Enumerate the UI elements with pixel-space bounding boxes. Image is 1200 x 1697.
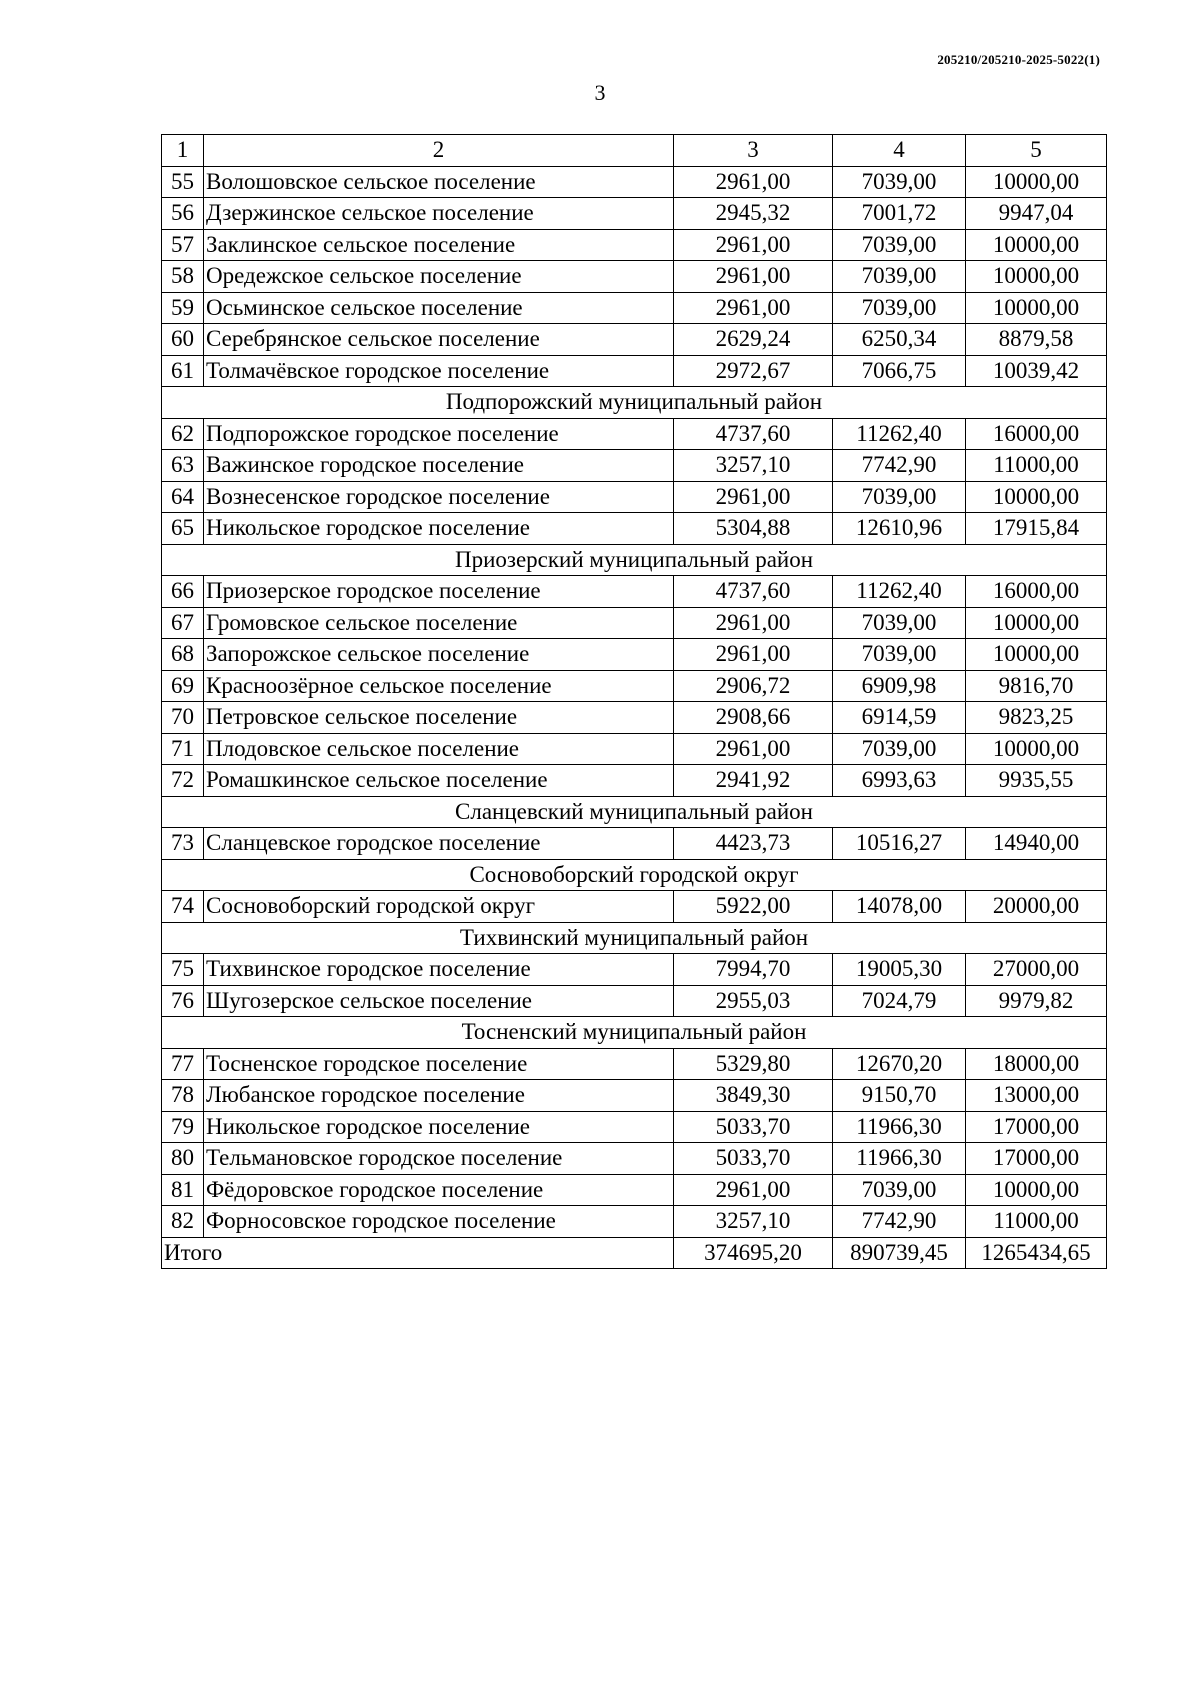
value-column-3: 2961,00 <box>674 733 833 765</box>
district-name: Сосновоборский городской округ <box>162 859 1107 891</box>
value-column-4: 7039,00 <box>833 261 966 293</box>
value-column-3: 4737,60 <box>674 418 833 450</box>
value-column-4: 11262,40 <box>833 576 966 608</box>
value-column-5: 10000,00 <box>966 229 1107 261</box>
table-row <box>162 670 1107 702</box>
district-name: Подпорожский муниципальный район <box>162 387 1107 419</box>
settlement-name: Сланцевское городское поселение <box>204 828 674 860</box>
row-number: 59 <box>162 292 204 324</box>
row-number: 60 <box>162 324 204 356</box>
column-header: 4 <box>833 135 966 167</box>
value-column-3: 2629,24 <box>674 324 833 356</box>
settlement-name: Петровское сельское поселение <box>204 702 674 734</box>
settlement-name: Тосненское городское поселение <box>204 1048 674 1080</box>
table-row <box>162 1080 1107 1112</box>
row-number: 76 <box>162 985 204 1017</box>
settlement-name: Никольское городское поселение <box>204 513 674 545</box>
table-row <box>162 954 1107 986</box>
row-number: 70 <box>162 702 204 734</box>
value-column-3: 2908,66 <box>674 702 833 734</box>
value-column-5: 10000,00 <box>966 261 1107 293</box>
value-column-5: 10000,00 <box>966 733 1107 765</box>
row-number: 55 <box>162 166 204 198</box>
value-column-5: 10000,00 <box>966 166 1107 198</box>
value-column-5: 9823,25 <box>966 702 1107 734</box>
value-column-4: 11966,30 <box>833 1143 966 1175</box>
settlement-name: Фёдоровское городское поселение <box>204 1174 674 1206</box>
district-name: Тихвинский муниципальный район <box>162 922 1107 954</box>
value-column-3: 2972,67 <box>674 355 833 387</box>
value-column-3: 5329,80 <box>674 1048 833 1080</box>
table-body <box>162 166 1107 1269</box>
value-column-3: 2961,00 <box>674 229 833 261</box>
settlement-name: Запорожское сельское поселение <box>204 639 674 671</box>
value-column-3: 5033,70 <box>674 1111 833 1143</box>
settlement-name: Вознесенское городское поселение <box>204 481 674 513</box>
column-header: 5 <box>966 135 1107 167</box>
settlement-name: Толмачёвское городское поселение <box>204 355 674 387</box>
row-number: 75 <box>162 954 204 986</box>
row-number: 58 <box>162 261 204 293</box>
table-row <box>162 576 1107 608</box>
total-value-c4: 890739,45 <box>833 1237 966 1269</box>
value-column-4: 7024,79 <box>833 985 966 1017</box>
district-header-row <box>162 1017 1107 1049</box>
table-row <box>162 985 1107 1017</box>
row-number: 74 <box>162 891 204 923</box>
value-column-3: 2961,00 <box>674 261 833 293</box>
total-label: Итого <box>162 1237 674 1269</box>
value-column-5: 10000,00 <box>966 481 1107 513</box>
table-row <box>162 733 1107 765</box>
value-column-3: 2955,03 <box>674 985 833 1017</box>
value-column-3: 3849,30 <box>674 1080 833 1112</box>
value-column-5: 9979,82 <box>966 985 1107 1017</box>
value-column-5: 10000,00 <box>966 639 1107 671</box>
district-name: Приозерский муниципальный район <box>162 544 1107 576</box>
table-row <box>162 891 1107 923</box>
value-column-4: 7742,90 <box>833 1206 966 1238</box>
table-row <box>162 765 1107 797</box>
value-column-4: 6993,63 <box>833 765 966 797</box>
row-number: 69 <box>162 670 204 702</box>
settlement-name: Тихвинское городское поселение <box>204 954 674 986</box>
settlement-name: Сосновоборский городской округ <box>204 891 674 923</box>
row-number: 68 <box>162 639 204 671</box>
settlement-name: Плодовское сельское поселение <box>204 733 674 765</box>
value-column-3: 2941,92 <box>674 765 833 797</box>
value-column-3: 7994,70 <box>674 954 833 986</box>
settlement-name: Оредежское сельское поселение <box>204 261 674 293</box>
row-number: 67 <box>162 607 204 639</box>
value-column-5: 17000,00 <box>966 1143 1107 1175</box>
table-row <box>162 261 1107 293</box>
value-column-4: 12670,20 <box>833 1048 966 1080</box>
row-number: 62 <box>162 418 204 450</box>
settlement-name: Ромашкинское сельское поселение <box>204 765 674 797</box>
row-number: 72 <box>162 765 204 797</box>
column-header: 3 <box>674 135 833 167</box>
value-column-4: 7039,00 <box>833 607 966 639</box>
settlement-name: Любанское городское поселение <box>204 1080 674 1112</box>
table-row <box>162 1206 1107 1238</box>
value-column-5: 11000,00 <box>966 1206 1107 1238</box>
table-row <box>162 607 1107 639</box>
total-row <box>162 1237 1107 1269</box>
value-column-3: 2961,00 <box>674 639 833 671</box>
row-number: 81 <box>162 1174 204 1206</box>
value-column-5: 17915,84 <box>966 513 1107 545</box>
settlement-name: Никольское городское поселение <box>204 1111 674 1143</box>
value-column-4: 7039,00 <box>833 639 966 671</box>
row-number: 82 <box>162 1206 204 1238</box>
total-value-c5: 1265434,65 <box>966 1237 1107 1269</box>
value-column-3: 2961,00 <box>674 1174 833 1206</box>
value-column-3: 5033,70 <box>674 1143 833 1175</box>
value-column-3: 2945,32 <box>674 198 833 230</box>
value-column-5: 11000,00 <box>966 450 1107 482</box>
value-column-4: 6914,59 <box>833 702 966 734</box>
district-header-row <box>162 796 1107 828</box>
value-column-5: 18000,00 <box>966 1048 1107 1080</box>
value-column-4: 7039,00 <box>833 292 966 324</box>
value-column-4: 19005,30 <box>833 954 966 986</box>
settlement-name: Заклинское сельское поселение <box>204 229 674 261</box>
value-column-3: 3257,10 <box>674 1206 833 1238</box>
row-number: 64 <box>162 481 204 513</box>
value-column-5: 8879,58 <box>966 324 1107 356</box>
district-name: Сланцевский муниципальный район <box>162 796 1107 828</box>
table-row <box>162 198 1107 230</box>
value-column-3: 2961,00 <box>674 166 833 198</box>
value-column-4: 6909,98 <box>833 670 966 702</box>
document-code: 205210/205210-2025-5022(1) <box>937 52 1100 67</box>
value-column-4: 9150,70 <box>833 1080 966 1112</box>
settlement-name: Важинское городское поселение <box>204 450 674 482</box>
table-row <box>162 1048 1107 1080</box>
table-row <box>162 1111 1107 1143</box>
value-column-3: 2961,00 <box>674 607 833 639</box>
table-row <box>162 513 1107 545</box>
value-column-5: 10000,00 <box>966 292 1107 324</box>
column-header: 2 <box>204 135 674 167</box>
row-number: 77 <box>162 1048 204 1080</box>
value-column-5: 16000,00 <box>966 418 1107 450</box>
value-column-5: 27000,00 <box>966 954 1107 986</box>
row-number: 66 <box>162 576 204 608</box>
value-column-5: 10000,00 <box>966 1174 1107 1206</box>
total-value-c3: 374695,20 <box>674 1237 833 1269</box>
settlement-name: Громовское сельское поселение <box>204 607 674 639</box>
table-row <box>162 481 1107 513</box>
value-column-3: 4423,73 <box>674 828 833 860</box>
value-column-4: 7039,00 <box>833 166 966 198</box>
value-column-5: 14940,00 <box>966 828 1107 860</box>
value-column-4: 7001,72 <box>833 198 966 230</box>
value-column-4: 6250,34 <box>833 324 966 356</box>
value-column-4: 14078,00 <box>833 891 966 923</box>
value-column-5: 10039,42 <box>966 355 1107 387</box>
settlement-name: Красноозёрное сельское поселение <box>204 670 674 702</box>
row-number: 71 <box>162 733 204 765</box>
value-column-3: 2961,00 <box>674 481 833 513</box>
settlement-name: Серебрянское сельское поселение <box>204 324 674 356</box>
value-column-4: 7742,90 <box>833 450 966 482</box>
value-column-5: 9816,70 <box>966 670 1107 702</box>
value-column-3: 5922,00 <box>674 891 833 923</box>
settlement-name: Шугозерское сельское поселение <box>204 985 674 1017</box>
settlement-name: Волошовское сельское поселение <box>204 166 674 198</box>
value-column-4: 7039,00 <box>833 1174 966 1206</box>
district-header-row <box>162 922 1107 954</box>
table-row <box>162 828 1107 860</box>
table-row <box>162 324 1107 356</box>
value-column-5: 17000,00 <box>966 1111 1107 1143</box>
row-number: 56 <box>162 198 204 230</box>
value-column-3: 3257,10 <box>674 450 833 482</box>
column-number-row <box>162 135 1107 167</box>
row-number: 57 <box>162 229 204 261</box>
settlement-name: Осьминское сельское поселение <box>204 292 674 324</box>
table-row <box>162 166 1107 198</box>
value-column-5: 13000,00 <box>966 1080 1107 1112</box>
row-number: 73 <box>162 828 204 860</box>
settlement-name: Дзержинское сельское поселение <box>204 198 674 230</box>
value-column-4: 10516,27 <box>833 828 966 860</box>
table-row <box>162 1174 1107 1206</box>
row-number: 78 <box>162 1080 204 1112</box>
table-row <box>162 450 1107 482</box>
settlement-name: Приозерское городское поселение <box>204 576 674 608</box>
settlement-name: Форносовское городское поселение <box>204 1206 674 1238</box>
row-number: 79 <box>162 1111 204 1143</box>
settlement-name: Подпорожское городское поселение <box>204 418 674 450</box>
row-number: 61 <box>162 355 204 387</box>
district-header-row <box>162 387 1107 419</box>
value-column-4: 7039,00 <box>833 229 966 261</box>
table-row <box>162 702 1107 734</box>
district-header-row <box>162 544 1107 576</box>
district-name: Тосненский муниципальный район <box>162 1017 1107 1049</box>
table-row <box>162 229 1107 261</box>
column-header: 1 <box>162 135 204 167</box>
table-row <box>162 292 1107 324</box>
page-number: 3 <box>594 80 606 105</box>
value-column-5: 9947,04 <box>966 198 1107 230</box>
value-column-5: 9935,55 <box>966 765 1107 797</box>
value-column-5: 16000,00 <box>966 576 1107 608</box>
value-column-4: 7039,00 <box>833 481 966 513</box>
value-column-5: 20000,00 <box>966 891 1107 923</box>
settlement-name: Тельмановское городское поселение <box>204 1143 674 1175</box>
value-column-3: 4737,60 <box>674 576 833 608</box>
value-column-5: 10000,00 <box>966 607 1107 639</box>
value-column-3: 5304,88 <box>674 513 833 545</box>
value-column-4: 11262,40 <box>833 418 966 450</box>
allocation-table <box>161 134 1107 1269</box>
row-number: 80 <box>162 1143 204 1175</box>
row-number: 63 <box>162 450 204 482</box>
row-number: 65 <box>162 513 204 545</box>
district-header-row <box>162 859 1107 891</box>
table-row <box>162 1143 1107 1175</box>
table-row <box>162 355 1107 387</box>
value-column-4: 7039,00 <box>833 733 966 765</box>
table-row <box>162 639 1107 671</box>
value-column-3: 2961,00 <box>674 292 833 324</box>
value-column-4: 11966,30 <box>833 1111 966 1143</box>
value-column-4: 12610,96 <box>833 513 966 545</box>
value-column-3: 2906,72 <box>674 670 833 702</box>
value-column-4: 7066,75 <box>833 355 966 387</box>
table-row <box>162 418 1107 450</box>
